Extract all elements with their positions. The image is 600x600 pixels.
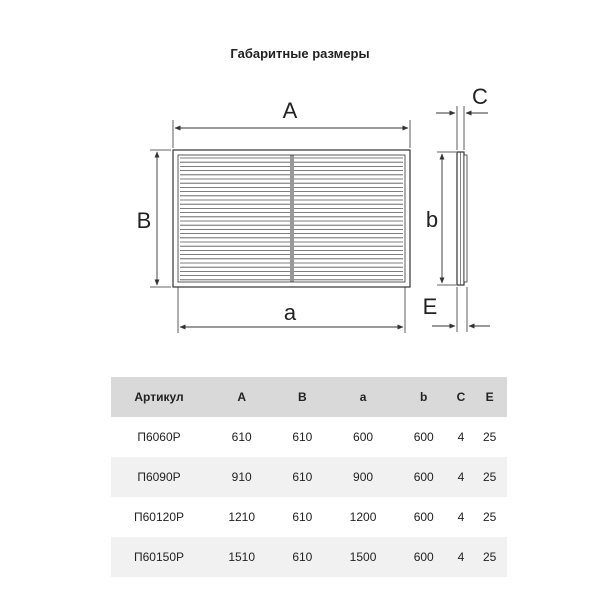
- cell-B: 610: [276, 457, 328, 497]
- cell-E: 25: [482, 430, 497, 444]
- cell-C: 4: [450, 537, 473, 577]
- cell-a: 1200: [349, 510, 377, 524]
- cell-C: 4: [457, 510, 465, 524]
- label-C: C: [472, 84, 488, 109]
- cell-b: 600: [398, 457, 450, 497]
- label-a: a: [283, 300, 297, 325]
- cell-article: П6090Р: [111, 457, 207, 497]
- dimension-B: [137, 150, 171, 287]
- dimension-E: [423, 287, 490, 332]
- page-title: Габаритные размеры: [230, 46, 370, 61]
- cell-b: 600: [398, 537, 450, 577]
- dimension-C: [436, 84, 488, 150]
- cell-C: 4: [457, 430, 465, 444]
- header-E: E: [472, 377, 507, 417]
- cell-C: 4: [450, 457, 473, 497]
- table-row: [111, 497, 507, 537]
- dimension-a: [178, 287, 405, 333]
- header-a: a: [328, 377, 397, 417]
- cell-article: П6060Р: [137, 430, 181, 444]
- cell-article: П60120Р: [134, 510, 184, 524]
- cell-A: 1510: [207, 537, 276, 577]
- cell-B: 610: [292, 510, 313, 524]
- cell-A: 610: [231, 430, 252, 444]
- label-E: E: [422, 294, 438, 319]
- cell-A: 1210: [228, 510, 256, 524]
- cell-b: 600: [413, 510, 434, 524]
- header-article: Артикул: [111, 377, 207, 417]
- label-b: b: [425, 207, 439, 232]
- dimensions-table: [111, 377, 507, 577]
- header-B: B: [276, 377, 328, 417]
- cell-a: 1500: [328, 537, 397, 577]
- cell-A: 910: [207, 457, 276, 497]
- header-b: b: [398, 377, 450, 417]
- cell-article: П60150Р: [111, 537, 207, 577]
- cell-a: 900: [328, 457, 397, 497]
- grille-front-view: [173, 150, 410, 287]
- dimension-b: [426, 152, 456, 285]
- cell-E: 25: [472, 457, 507, 497]
- cell-b: 600: [413, 430, 434, 444]
- cell-E: 25: [482, 510, 497, 524]
- table-header-row: [111, 377, 507, 417]
- table-row: [111, 417, 507, 457]
- grille-side-view: [457, 152, 467, 285]
- table-row: [111, 457, 507, 497]
- header-A: A: [207, 377, 276, 417]
- label-B: B: [136, 208, 152, 233]
- cell-B: 610: [276, 537, 328, 577]
- cell-E: 25: [472, 537, 507, 577]
- table-row: [111, 537, 507, 577]
- label-A: A: [282, 98, 298, 123]
- header-C: C: [450, 377, 473, 417]
- cell-a: 600: [353, 430, 374, 444]
- cell-B: 610: [292, 430, 313, 444]
- dimension-A: [173, 98, 410, 148]
